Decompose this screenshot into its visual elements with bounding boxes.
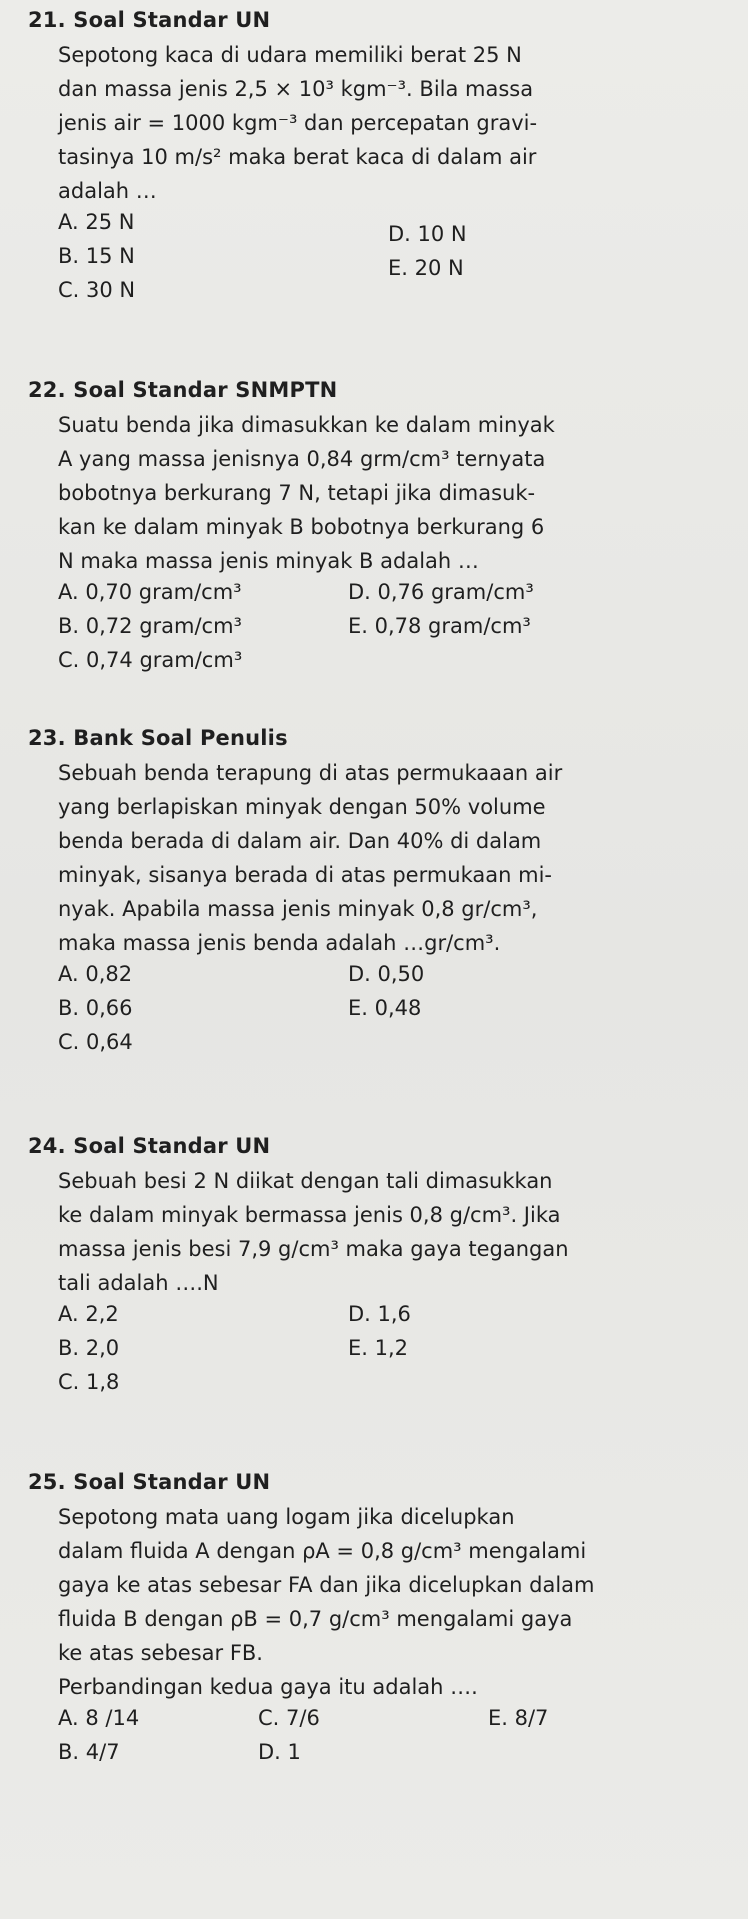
body-line: Sepotong mata uang logam jika dicelupkan — [58, 1505, 515, 1529]
option-d: D. 0,76 gram/cm³ — [348, 580, 534, 604]
option-e: E. 0,78 gram/cm³ — [348, 614, 531, 638]
body-line: adalah … — [58, 179, 157, 203]
body-line: Sebuah besi 2 N diikat dengan tali dimasukkan — [58, 1169, 553, 1193]
question-24 — [28, 1134, 728, 1404]
option-b: B. 2,0 — [58, 1336, 120, 1360]
body-line: massa jenis besi 7,9 g/cm³ maka gaya tegangan — [58, 1237, 569, 1261]
body-line: bobotnya berkurang 7 N, tetapi jika dimasuk- — [58, 481, 536, 505]
body-line: yang berlapiskan minyak dengan 50% volume — [58, 795, 546, 819]
options — [58, 960, 728, 1064]
option-c: C. 30 N — [58, 278, 136, 302]
body-line: dan massa jenis 2,5 × 10³ kgm⁻³. Bila massa — [58, 77, 534, 101]
option-e: E. 0,48 — [348, 996, 422, 1020]
question-title: 24. Soal Standar UN — [28, 1134, 271, 1158]
body-line: gaya ke atas sebesar FA dan jika dicelupkan dalam — [58, 1573, 595, 1597]
option-a: A. 2,2 — [58, 1302, 119, 1326]
options — [58, 1704, 728, 1776]
question-22 — [28, 378, 728, 682]
option-d: D. 1 — [258, 1740, 301, 1764]
body-line: dalam fluida A dengan ρA = 0,8 g/cm³ mengalami — [58, 1539, 587, 1563]
option-c: C. 1,8 — [58, 1370, 120, 1394]
body-line: ke atas sebesar FB. — [58, 1641, 263, 1665]
question-23 — [28, 726, 728, 1064]
body-line: tali adalah ….N — [58, 1271, 219, 1295]
option-d: D. 1,6 — [348, 1302, 411, 1326]
option-e: E. 8/7 — [488, 1706, 549, 1730]
body-line: Sebuah benda terapung di atas permukaaan air — [58, 761, 563, 785]
body-line: Suatu benda jika dimasukkan ke dalam minyak — [58, 413, 555, 437]
body-line: benda berada di dalam air. Dan 40% di dalam — [58, 829, 542, 853]
option-c: C. 0,64 — [58, 1030, 133, 1054]
question-title: 23. Bank Soal Penulis — [28, 726, 288, 750]
option-b: B. 15 N — [58, 244, 135, 268]
option-a: A. 25 N — [58, 210, 135, 234]
option-d: D. 0,50 — [348, 962, 425, 986]
option-b: B. 0,66 — [58, 996, 133, 1020]
question-title: 22. Soal Standar SNMPTN — [28, 378, 338, 402]
option-c: C. 7/6 — [258, 1706, 320, 1730]
option-a: A. 0,70 gram/cm³ — [58, 580, 242, 604]
options — [58, 578, 728, 682]
body-line: kan ke dalam minyak B bobotnya berkurang 6 — [58, 515, 545, 539]
option-e: E. 1,2 — [348, 1336, 409, 1360]
question-25 — [28, 1470, 728, 1776]
body-line: fluida B dengan ρB = 0,7 g/cm³ mengalami gaya — [58, 1607, 573, 1631]
body-line: Sepotong kaca di udara memiliki berat 25 N — [58, 43, 522, 67]
body-line: tasinya 10 m/s² maka berat kaca di dalam air — [58, 145, 537, 169]
body-line: jenis air = 1000 kgm⁻³ dan percepatan gravi- — [58, 111, 538, 135]
body-line: N maka massa jenis minyak B adalah … — [58, 549, 479, 573]
body-line: ke dalam minyak bermassa jenis 0,8 g/cm³. Jika — [58, 1203, 561, 1227]
body-line: nyak. Apabila massa jenis minyak 0,8 gr/cm³, — [58, 897, 538, 921]
option-d: D. 10 N — [388, 222, 467, 246]
question-title: 21. Soal Standar UN — [28, 8, 271, 32]
option-a: A. 0,82 — [58, 962, 133, 986]
option-a: A. 8 /14 — [58, 1706, 140, 1730]
options — [58, 208, 728, 316]
body-line: A yang massa jenisnya 0,84 grm/cm³ ternyata — [58, 447, 546, 471]
option-c: C. 0,74 gram/cm³ — [58, 648, 243, 672]
question-body — [58, 1164, 728, 1300]
body-line: Perbandingan kedua gaya itu adalah …. — [58, 1675, 478, 1699]
question-21 — [28, 8, 728, 316]
question-body — [58, 1500, 728, 1704]
options — [58, 1300, 728, 1404]
option-b: B. 4/7 — [58, 1740, 120, 1764]
option-b: B. 0,72 gram/cm³ — [58, 614, 242, 638]
question-body — [58, 408, 728, 578]
question-body — [58, 756, 728, 960]
body-line: maka massa jenis benda adalah …gr/cm³. — [58, 931, 501, 955]
option-e: E. 20 N — [388, 256, 464, 280]
question-body — [58, 38, 728, 208]
question-title: 25. Soal Standar UN — [28, 1470, 271, 1494]
body-line: minyak, sisanya berada di atas permukaan mi- — [58, 863, 552, 887]
